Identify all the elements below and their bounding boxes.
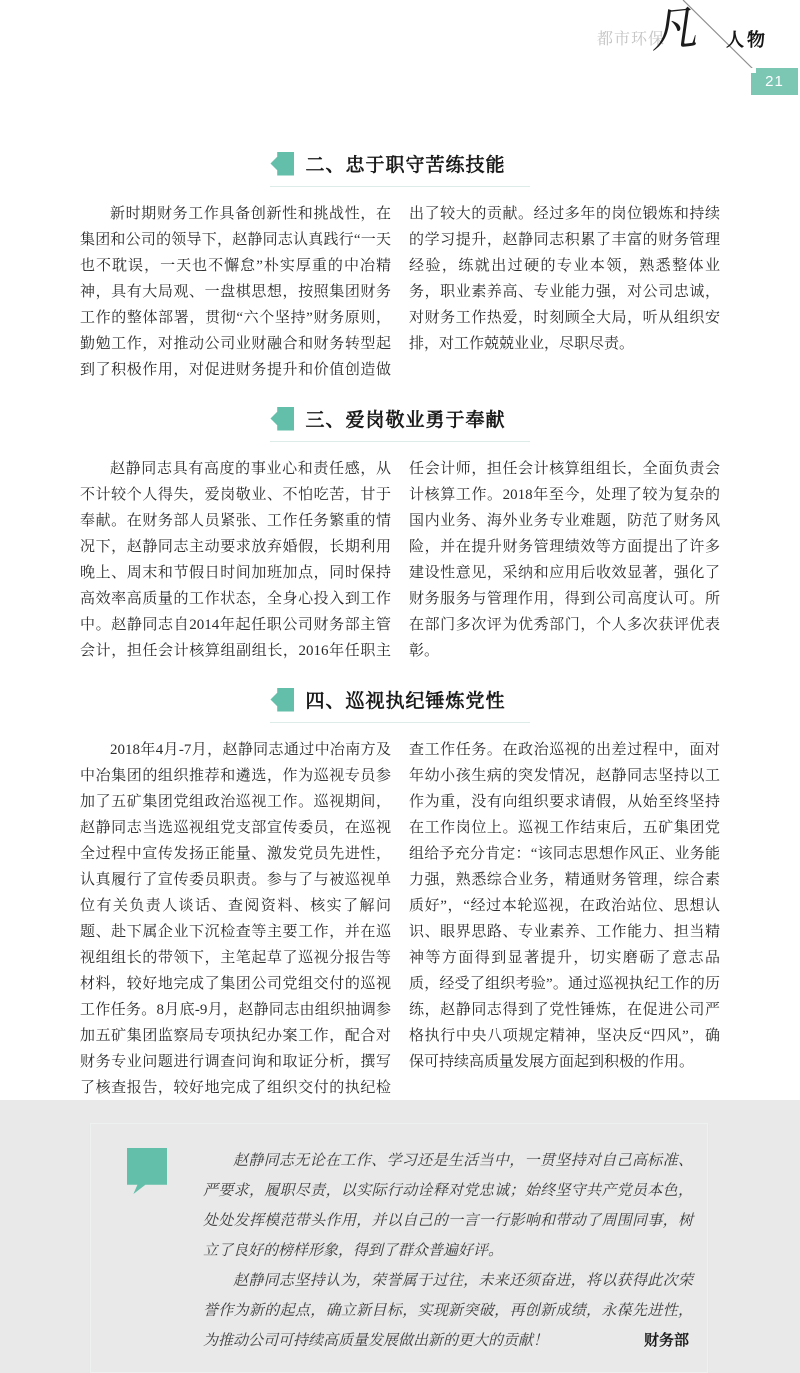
heading-marker-icon (270, 688, 294, 712)
page-number-box (751, 68, 798, 95)
calligraphy-logo: 凡 (647, 0, 699, 59)
quote-attribution: 财务部 (643, 1332, 689, 1349)
speech-bubble-icon (127, 1148, 167, 1194)
section-heading-3 (270, 405, 529, 442)
article-body (80, 0, 720, 1373)
section-title: 三、爱岗敬业勇于奉献 (305, 410, 506, 431)
heading-marker-icon (270, 407, 294, 431)
heading-marker-icon (270, 152, 294, 176)
section-paragraph: 新时期财务工作具备创新性和挑战性，在集团和公司的领导下，赵静同志认真践行“一天也不耽误，一天也不懈怠”朴实厚重的中冶精神，具有大局观、一盘棋思想，按照集团财务工作的整体部署，贯彻“六个坚持”财务原则，勤勉工作，对推动公司业财融合和财务转型起到了积极作用，对促进财务提升和价值创造做出了较大的贡献。经过多年的岗位锻炼和持续的学习提升，赵静同志积累了丰富的财务管理经验，练就出过硬的专业本领，熟悉整体业务，职业素养高、专业能力强，对公司忠诚，对财务工作热爱，时刻顾全大局，听从组织安排，对工作兢兢业业，尽职尽责。 (80, 206, 720, 378)
closing-quote-box (90, 1123, 708, 1373)
section-heading-4 (270, 686, 529, 723)
section-paragraph: 2018年4月-7月，赵静同志通过中冶南方及中冶集团的组织推荐和遴选，作为巡视专员参加了五矿集团党组政治巡视工作。巡视期间，赵静同志当选巡视组党支部宣传委员，在巡视全过程中宣传发扬正能量、激发党员先进性，认真履行了宣传委员职责。参与了与被巡视单位有关负责人谈话、查阅资料、核实了解问题、赴下属企业下沉检查等主要工作，并在巡视组组长的带领下，主笔起草了巡视分报告等材料，较好地完成了集团公司党组交付的巡视工作任务。8月底-9月，赵静同志由组织抽调参加五矿集团监察局专项执纪办案工作，配合对财务专业问题进行调查问询和取证分析，撰写了核查报告，较好地完成了组织交付的执纪检查工作任务。在政治巡视的出差过程中，面对年幼小孩生病的突发情况，赵静同志坚持以工作为重，没有向组织要求请假，从始至终坚持在工作岗位上。巡视工作结束后，五矿集团党组给予充分肯定：“该同志思想作风正、业务能力强，熟悉综合业务，精通财务管理，综合素质好”，“经过本轮巡视，在政治站位、思想认识、眼界思路、专业素养、工作能力、担当精神等方面得到显著提升，切实磨砺了意志品质，经受了组织考验”。通过巡视执纪工作的历练，赵静同志得到了党性锤炼，在促进公司严格执行中央八项规定精神，坚决反“四风”，确保可持续高质量发展方面起到积极的作用。 (80, 742, 720, 1096)
column-label: 人物 (726, 30, 768, 50)
page-number: 21 (765, 73, 784, 90)
section-title: 二、忠于职守苦练技能 (305, 155, 506, 176)
quote-text (203, 1146, 693, 1356)
section-title: 四、巡视执纪锤炼党性 (305, 691, 506, 712)
section-body-2 (80, 201, 720, 383)
quote-paragraph: 赵静同志坚持认为，荣誉属于过往，未来还须奋进，将以获得此次荣誉作为新的起点，确立新目标，实现新突破，再创新成绩，永葆先进性，为推动公司可持续高质量发展做出新的更大的贡献！ (203, 1273, 693, 1349)
section-paragraph: 赵静同志具有高度的事业心和责任感，从不计较个人得失，爱岗敬业、不怕吃苦，甘于奉献。在财务部人员紧张、工作任务繁重的情况下，赵静同志主动要求放弃婚假，长期利用晚上、周末和节假日时间加班加点，同时保持高效率高质量的工作状态，全身心投入到工作中。赵静同志自2014年起任职公司财务部主管会计，担任会计核算组副组长，2016年任职主任会计师，担任会计核算组组长，全面负责会计核算工作。2018年至今，处理了较为复杂的国内业务、海外业务专业难题，防范了财务风险，并在提升财务管理绩效等方面提出了许多建设性意见，采纳和应用后收效显著，强化了财务服务与管理作用，得到公司高度认可。所在部门多次评为优秀部门，个人多次获评优表彰。 (80, 461, 720, 659)
section-body-4 (80, 737, 720, 1101)
section-body-3 (80, 456, 720, 664)
section-heading-2 (270, 150, 529, 187)
magazine-title: 都市环保 (597, 31, 666, 48)
quote-paragraph: 赵静同志无论在工作、学习还是生活当中，一贯坚持对自己高标准、严要求，履职尽责，以实际行动诠释对党忠诚；始终坚守共产党员本色，处处发挥模范带头作用，并以自己的一言一行影响和带动了周围同事，树立了良好的榜样形象，得到了群众普遍好评。 (203, 1153, 693, 1259)
